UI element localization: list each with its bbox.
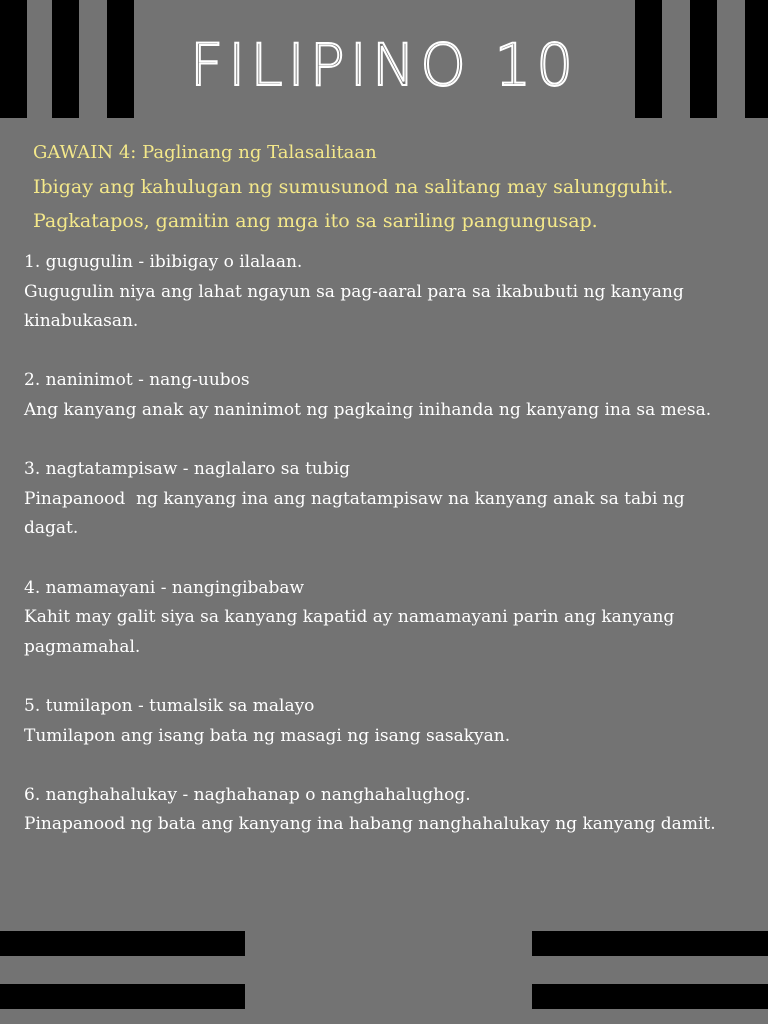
bottom-right-bar-1	[532, 931, 768, 956]
vocab-word: 2. naninimot - nang-uubos	[24, 370, 250, 391]
page-title: FILIPINO 10	[189, 31, 579, 99]
bottom-right-bar-2	[532, 984, 768, 1009]
vocab-word: 5. tumilapon - tumalsik sa malayo	[24, 695, 315, 716]
instructions-block	[33, 136, 753, 238]
vocab-sentence: Kahit may galit siya sa kanyang kapatid ay namamayani parin ang kanyang pagmamahal.	[24, 607, 675, 657]
instruction-line-1: Ibigay ang kahulugan ng sumusunod na salitang may salungguhit.	[33, 176, 674, 198]
vocab-word: 3. nagtatampisaw - naglalaro sa tubig	[24, 459, 351, 480]
vocab-sentence: Pinapanood ng bata ang kanyang ina habang nanghahalukay ng kanyang damit.	[24, 814, 716, 835]
vocab-sentence: Ang kanyang anak ay naninimot ng pagkaing inihanda ng kanyang ina sa mesa.	[24, 399, 712, 420]
activity-heading: GAWAIN 4: Paglinang ng Talasalitaan	[33, 142, 377, 163]
vocab-word: 4. namamayani - nangingibabaw	[24, 577, 305, 598]
vocabulary-list	[24, 248, 748, 869]
list-item	[24, 366, 748, 425]
bottom-left-bar-2	[0, 984, 245, 1009]
vocab-sentence: Gugugulin niya ang lahat ngayun sa pag-aaral para sa ikabubuti ng kanyang kinabukasan.	[24, 281, 684, 332]
vocab-word: 6. nanghahalukay - naghahanap o nanghahalughog.	[24, 784, 471, 805]
list-item	[24, 574, 748, 663]
vocab-sentence: Pinapanood ng kanyang ina ang nagtatampisaw na kanyang anak sa tabi ng dagat.	[24, 488, 696, 539]
list-item	[24, 781, 748, 840]
list-item	[24, 455, 748, 544]
list-item	[24, 248, 748, 337]
instruction-line-2: Pagkatapos, gamitin ang mga ito sa sariling pangungusap.	[33, 210, 598, 232]
bottom-left-bar-1	[0, 931, 245, 956]
vocab-word: 1. gugugulin - ibibigay o ilalaan.	[24, 252, 303, 272]
list-item	[24, 692, 748, 751]
vocab-sentence: Tumilapon ang isang bata ng masagi ng isang sasakyan.	[24, 725, 511, 746]
